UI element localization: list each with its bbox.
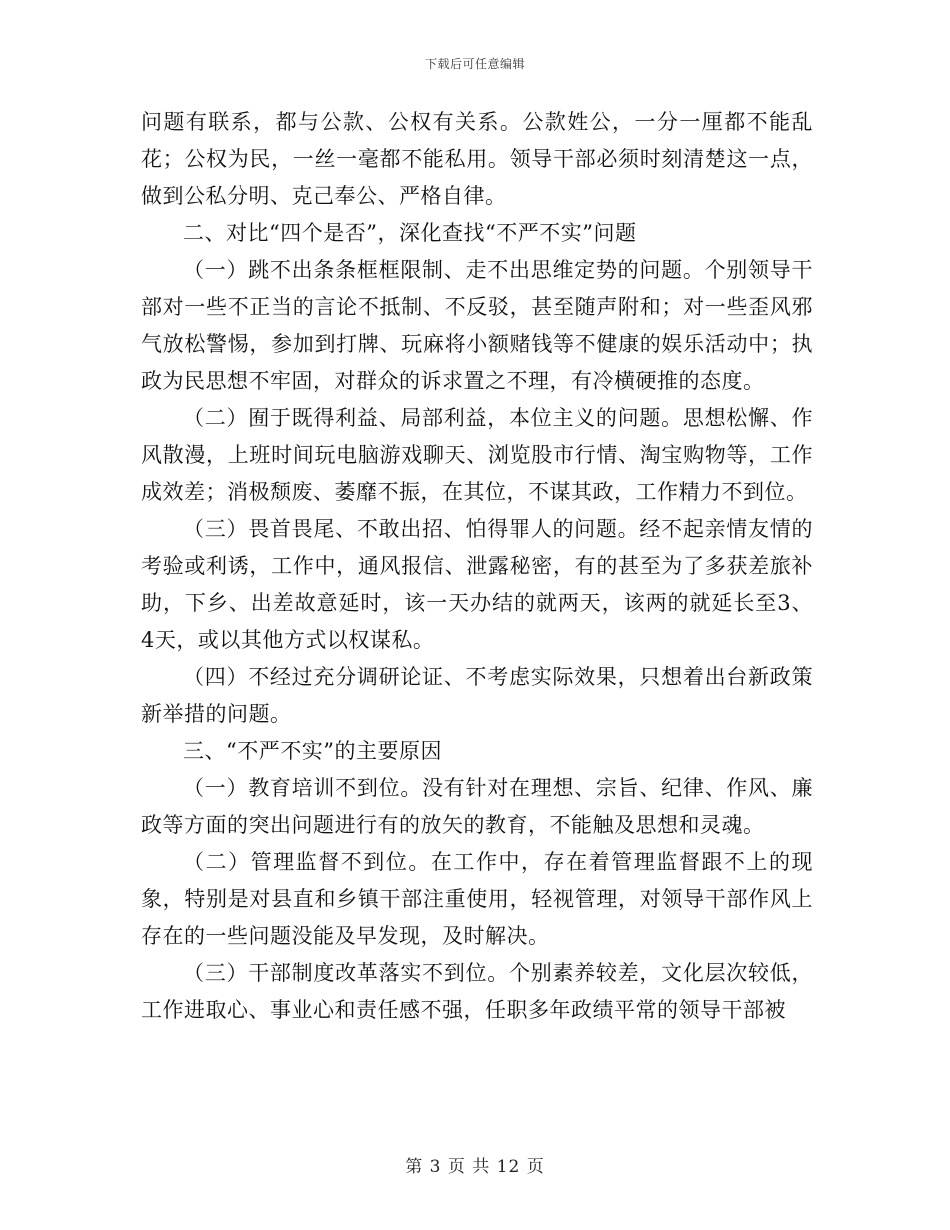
page-number-footer: 第 3 页 共 12 页: [405, 1157, 545, 1177]
paragraph: （一）跳不出条条框框限制、走不出思维定势的问题。个别领导干部对一些不正当的言论不抵制、不反驳，甚至随声附和；对一些歪风邪气放松警惕，参加到打牌、玩麻将小额赌钱等不健康的娱乐活动中；执政为民思想不牢固，对群众的诉求置之不理，有冷横硬推的态度。: [141, 258, 813, 393]
paragraph: （三）畏首畏尾、不敢出招、怕得罪人的问题。经不起亲情友情的考验或利诱，工作中，通风报信、泄露秘密，有的甚至为了多获差旅补助，下乡、出差故意延时，该一天办结的就两天，该两的就延长至3、4天，或以其他方式以权谋私。: [141, 517, 813, 652]
document-body: [141, 104, 813, 1029]
paragraph: （四）不经过充分调研论证、不考虑实际效果，只想着出台新政策新举措的问题。: [141, 665, 813, 726]
paragraph: （二）管理监督不到位。在工作中，存在着管理监督跟不上的现象，特别是对县直和乡镇干部注重使用，轻视管理，对领导干部作风上存在的一些问题没能及早发现，及时解决。: [141, 850, 813, 948]
page-header: 下载后可任意编辑: [424, 57, 525, 71]
paragraph: （一）教育培训不到位。没有针对在理想、宗旨、纪律、作风、廉政等方面的突出问题进行有的放矢的教育，不能触及思想和灵魂。: [141, 776, 813, 837]
paragraph: （三）干部制度改革落实不到位。个别素养较差，文化层次较低，工作进取心、事业心和责任感不强，任职多年政绩平常的领导干部被: [141, 961, 813, 1022]
section-heading-3: 三、“不严不实”的主要原因: [183, 739, 442, 763]
section-heading-2: 二、对比“四个是否”，深化查找“不严不实”问题: [183, 221, 637, 245]
paragraph: 问题有联系，都与公款、公权有关系。公款姓公，一分一厘都不能乱花；公权为民，一丝一毫都不能私用。领导干部必须时刻清楚这一点，做到公私分明、克己奉公、严格自律。: [141, 110, 813, 208]
paragraph: （二）囿于既得利益、局部利益，本位主义的问题。思想松懈、作风散漫，上班时间玩电脑游戏聊天、浏览股市行情、淘宝购物等，工作成效差；消极颓废、萎靡不振，在其位，不谋其政，工作精力不到位。: [141, 406, 813, 504]
